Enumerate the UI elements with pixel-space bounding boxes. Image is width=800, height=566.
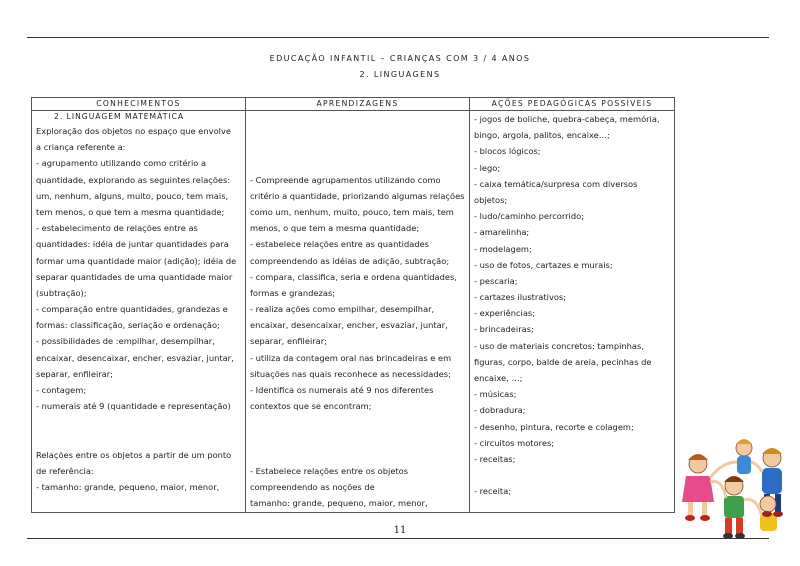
aprendizagem-line [250, 447, 466, 463]
conhecimento-line: - agrupamento utilizando como critério a [36, 158, 207, 169]
acao-line: - experiências; [474, 308, 536, 319]
conhecimento-line: - tamanho: grande, pequeno, maior, menor, [36, 482, 220, 493]
conhecimento-line: Relações entre os objetos a partir de um ponto [36, 449, 232, 460]
conhecimento-line: tem menos, o que tem a mesma quantidade; [36, 206, 225, 217]
acao-line: - uso de materiais concretos: tampinhas, [474, 340, 644, 351]
acao-line: - músicas; [474, 389, 517, 400]
acao-line: - uso de fotos, cartazes e murais; [474, 259, 613, 270]
conhecimento-line [36, 431, 242, 447]
aprendizagem-line: compreendendo as noções de [250, 482, 375, 493]
page-subtitle: 2. LINGUAGENS [359, 70, 441, 79]
aprendizagem-line: - estabelece relações entre as quantidades [250, 239, 430, 250]
acao-line: - jogos de boliche, quebra-cabeça, memória, [474, 114, 660, 124]
acao-line: - modelagem; [474, 243, 532, 254]
aprendizagens-list [250, 123, 466, 512]
table-row [32, 111, 675, 513]
acao-line: - cartazes ilustrativos; [474, 292, 567, 303]
aprendizagem-line [250, 123, 466, 139]
bottom-rule [27, 538, 769, 539]
conhecimentos-list [36, 123, 242, 495]
page-number: 11 [393, 525, 407, 536]
children-circle-illustration [672, 428, 796, 544]
conhecimento-line: a criança referente a: [36, 142, 126, 153]
conhecimento-line: encaixar, desencaixar, encher, esvaziar, juntar, [36, 352, 234, 363]
conhecimento-line: um, nenhum, alguns, muito, pouco, tem mais, [36, 190, 229, 201]
acao-line: - caixa temática/surpresa com diversos [474, 178, 638, 189]
acao-line: - lego; [474, 162, 501, 173]
conhecimento-line: Exploração dos objetos no espaço que envolve [36, 126, 231, 136]
aprendizagem-line [250, 414, 466, 430]
conhecimento-line: separar quantidades de uma quantidade maior [36, 271, 233, 282]
conhecimento-line: - numerais até 9 (quantidade e representação) [36, 401, 231, 412]
conhecimento-line: - comparação entre quantidades, grandezas e [36, 304, 228, 315]
acao-line: - pescaria; [474, 275, 518, 286]
aprendizagem-line [250, 155, 466, 171]
table-header-row [32, 98, 675, 111]
aprendizagem-line: compreendendo as idéias de adição, subtração; [250, 255, 450, 266]
aprendizagem-line: - realiza ações como empilhar, desempilhar, [250, 304, 435, 315]
aprendizagem-line [250, 431, 466, 447]
aprendizagem-line: - Estabelece relações entre os objetos [250, 465, 409, 476]
conhecimento-line: separar, enfileirar; [36, 368, 113, 379]
acao-line: - circuitos motores; [474, 437, 555, 448]
conhecimento-line: - possibilidades de :empilhar, desempilhar, [36, 336, 215, 347]
aprendizagem-line: - Compreende agrupamentos utilizando como [250, 174, 441, 185]
aprendizagem-line: contextos que se encontram; [250, 401, 372, 412]
top-rule [27, 37, 769, 38]
aprendizagem-line: - compara, classifica, seria e ordena quantidades, [250, 271, 457, 282]
conhecimento-line: - estabelecimento de relações entre as [36, 223, 198, 234]
acao-line: bingo, argola, palitos, encaixe…; [474, 130, 610, 141]
col-conhecimentos [32, 111, 246, 513]
acao-line: objetos; [474, 194, 508, 205]
acao-line: - blocos lógicos; [474, 146, 541, 157]
aprendizagem-line: menos, o que tem a mesma quantidade; [250, 223, 420, 234]
aprendizagem-line: como um, nenhum, muito, pouco, tem mais, tem [250, 206, 454, 217]
acao-line: figuras, corpo, balde de areia, pecinhas de [474, 356, 652, 367]
aprendizagem-line: critério a quantidade, priorizando algumas relações [250, 190, 465, 201]
aprendizagem-line [250, 139, 466, 155]
col-aprendizagens [246, 111, 470, 513]
acao-line: - amarelinha; [474, 227, 530, 238]
page-title: EDUCAÇÃO INFANTIL – CRIANÇAS COM 3 / 4 ANOS [269, 54, 531, 63]
acoes-list [474, 111, 671, 500]
acao-line: encaixe, …; [474, 373, 523, 383]
conhecimento-line: (subtração); [36, 287, 87, 298]
aprendizagem-line: tamanho: grande, pequeno, maior, menor, [250, 498, 428, 509]
aprendizagem-line: separar, enfileirar; [250, 336, 327, 347]
header-aprendizagens: APRENDIZAGENS [246, 98, 470, 111]
conhecimento-line: - contagem; [36, 385, 87, 395]
aprendizagem-line: situações nas quais reconhece as necessidades; [250, 368, 451, 379]
aprendizagem-line: - Identifica os numerais até 9 nos diferentes [250, 385, 434, 395]
conhecimento-line: quantidades: idéia de juntar quantidades para [36, 239, 229, 250]
acao-line: - ludo/caminho percorrido; [474, 211, 584, 222]
aprendizagem-line: encaixar, desencaixar, encher, esvaziar, juntar, [250, 320, 448, 331]
header-acoes: AÇÕES PEDAGÓGICAS POSSÍVEIS [470, 98, 675, 111]
header-conhecimentos: CONHECIMENTOS [32, 98, 246, 111]
acao-line: - receitas; [474, 453, 516, 464]
conhecimento-line: formar uma quantidade maior (adição); idéia de [36, 255, 237, 266]
conhecimento-line [36, 414, 242, 430]
acao-line: - receita; [474, 486, 512, 497]
conhecimento-line: formas: classificação, seriação e ordenação; [36, 320, 220, 331]
acao-line [474, 467, 671, 483]
acao-line: - brincadeiras; [474, 324, 534, 335]
conhecimento-line: de referência: [36, 465, 94, 476]
aprendizagem-line: - utiliza da contagem oral nas brincadeiras e em [250, 352, 452, 363]
conhecimento-line: quantidade, explorando as seguintes relações: [36, 174, 231, 185]
acao-line: - desenho, pintura, recorte e colagem; [474, 421, 634, 432]
acao-line: - dobradura; [474, 405, 526, 416]
content-table [31, 97, 675, 513]
aprendizagem-line: formas e grandezas; [250, 287, 336, 298]
col-acoes [470, 111, 675, 513]
section-title: 2. LINGUAGEM MATEMÁTICA [54, 112, 185, 121]
